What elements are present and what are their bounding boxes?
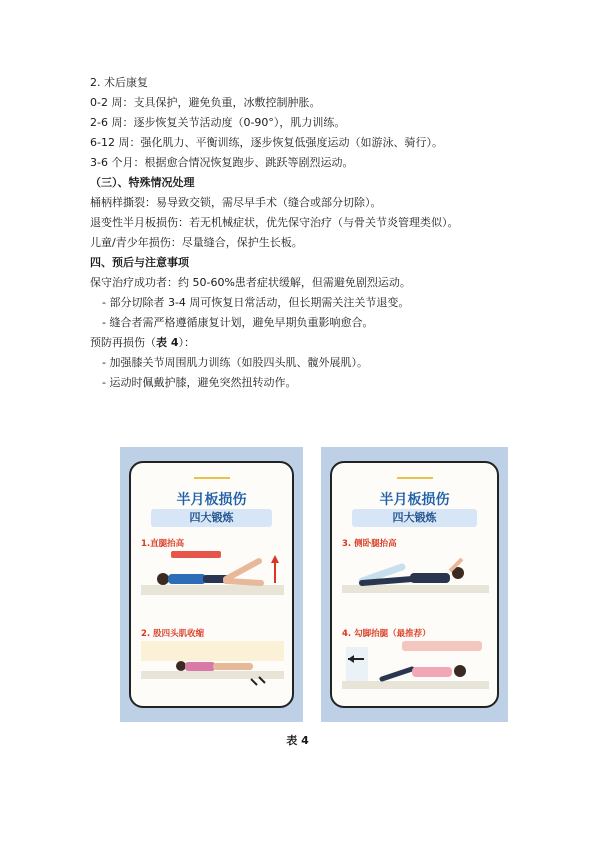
- exercise-1-caption: [141, 601, 282, 608]
- side-lying-leg-raise-illustration: [342, 549, 489, 595]
- conservative-success: 保守治疗成功者：约 50-60%患者症状缓解，但需避免剧烈运动。: [90, 276, 411, 289]
- rehab-week-6-12: 6-12 周：强化肌力、平衡训练，逐步恢复低强度运动（如游泳、骑行）。: [90, 136, 443, 149]
- figure-title: 半月板损伤: [379, 492, 450, 508]
- straight-leg-raise-illustration: [141, 549, 284, 597]
- ankle-lift-illustration: [342, 639, 489, 695]
- decorative-bar: [194, 477, 230, 479]
- degenerative-injury: 退变性半月板损伤：若无机械症状，优先保守治疗（与骨关节炎管理类似）。: [90, 216, 459, 229]
- decorative-bar: [397, 477, 433, 479]
- prevention-knee-brace: - 运动时佩戴护膝，避免突然扭转动作。: [102, 376, 297, 389]
- figure-title: 半月板损伤: [176, 492, 247, 508]
- figure-card-left: [120, 447, 303, 722]
- partial-resection-note: - 部分切除者 3-4 周可恢复日常活动，但长期需关注关节退变。: [102, 296, 410, 309]
- figure-panel-right: [330, 461, 499, 708]
- bucket-handle-tear: 桶柄样撕裂：易导致交锁，需尽早手术（缝合或部分切除）。: [90, 196, 382, 209]
- prevention-prefix: 预防再损伤（: [90, 336, 156, 349]
- suture-note: - 缝合者需严格遵循康复计划，避免早期负重影响愈合。: [102, 316, 374, 329]
- heading-prognosis: 四、预后与注意事项: [90, 256, 189, 269]
- exercise-1-label: 1.直腿抬高: [141, 539, 185, 549]
- prevention-strength: - 加强膝关节周围肌力训练（如股四头肌、髋外展肌）。: [102, 356, 368, 369]
- rehab-week-2-6: 2-6 周：逐步恢复关节活动度（0-90°），肌力训练。: [90, 116, 346, 129]
- exercise-3-caption: [342, 597, 487, 604]
- figure-subtitle: 四大锻炼: [151, 509, 272, 527]
- prevention-suffix: ）：: [178, 336, 195, 349]
- child-injury: 儿童/青少年损伤：尽量缝合，保护生长板。: [90, 236, 303, 249]
- rehab-month-3-6: 3-6 个月：根据愈合情况恢复跑步、跳跃等剧烈运动。: [90, 156, 354, 169]
- prevention-heading: [90, 336, 520, 356]
- exercise-4-label: 4. 勾脚抬腿（最推荐）: [342, 629, 431, 639]
- figure-card-right: [321, 447, 508, 722]
- rehab-week-0-2: 0-2 周：支具保护，避免负重，冰敷控制肿胀。: [90, 96, 321, 109]
- exercise-3-label: 3. 侧卧腿抬高: [342, 539, 397, 549]
- exercise-2-label: 2. 股四头肌收缩: [141, 629, 205, 639]
- figure-subtitle: 四大锻炼: [352, 509, 477, 527]
- table-4-reference: 表 4: [156, 336, 179, 349]
- quadriceps-contraction-illustration: [141, 641, 284, 691]
- heading-postop-rehab: 2. 术后康复: [90, 76, 148, 89]
- heading-special-cases: （三）、特殊情况处理: [90, 176, 195, 189]
- figure-panel-left: [129, 461, 294, 708]
- document-body: [90, 76, 520, 396]
- exercise-figures: [120, 447, 510, 722]
- table-caption: 表 4: [286, 734, 309, 747]
